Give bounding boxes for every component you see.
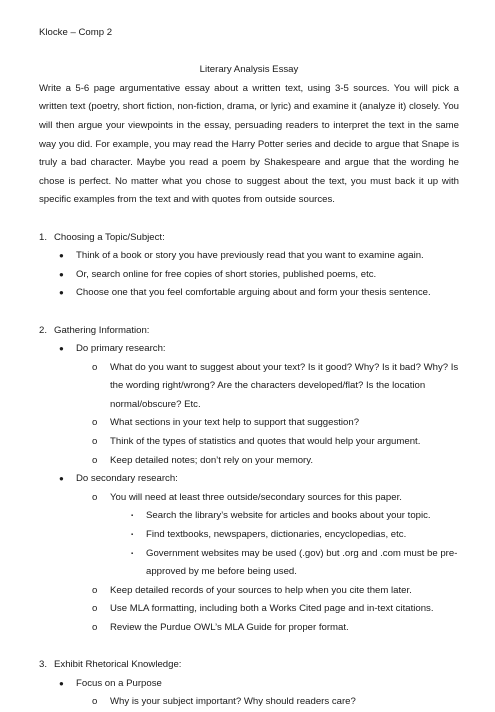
list-item: o Use MLA formatting, including both a Works Cited page and in-text citations. — [39, 600, 459, 619]
section-heading-text: Exhibit Rhetorical Knowledge: — [54, 659, 182, 671]
section-heading-text: Choosing a Topic/Subject: — [54, 231, 165, 243]
section-number: 2. — [39, 324, 48, 336]
list-item: o Review the Purdue OWL’s MLA Guide for proper format. — [39, 619, 459, 638]
document-page — [39, 24, 459, 712]
circle-marker: o — [92, 584, 98, 596]
list-item: o Keep detailed notes; don’t rely on your memory. — [39, 452, 459, 471]
circle-marker: o — [92, 361, 98, 373]
list-item: o Keep detailed records of your sources to help when you cite them later. — [39, 582, 459, 601]
list-item: ▪ Search the library’s website for articles and books about your topic. — [39, 507, 459, 526]
list-item: o Why is your subject important? Why should readers care? — [39, 693, 459, 712]
square-marker: ▪ — [131, 550, 134, 557]
bullet-marker: ● — [59, 474, 64, 484]
section-number: 1. — [39, 231, 48, 243]
list-item: ● Do secondary research: — [39, 470, 459, 489]
square-marker: ▪ — [131, 513, 134, 520]
list-item: ● Choose one that you feel comfortable arguing about and form your thesis sentence. — [39, 284, 459, 303]
bullet-marker: ● — [59, 251, 64, 261]
section-heading-rhetorical — [39, 656, 459, 675]
list-item: ● Or, search online for free copies of short stories, published poems, etc. — [39, 266, 459, 285]
bullet-marker: ● — [59, 288, 64, 298]
square-marker: ▪ — [131, 532, 134, 539]
section-heading-text: Gathering Information: — [54, 324, 150, 336]
section-heading-gathering — [39, 322, 459, 341]
circle-marker: o — [92, 454, 98, 466]
circle-marker: o — [92, 436, 98, 448]
list-item: ● Think of a book or story you have previously read that you want to examine again. — [39, 247, 459, 266]
section-heading-topic — [39, 229, 459, 248]
section-number: 3. — [39, 659, 48, 671]
list-item: ▪ Government websites may be used (.gov) but .org and .com must be pre-approved by me before being used. — [39, 545, 459, 582]
list-item: ● Do primary research: — [39, 340, 459, 359]
intro-paragraph: Write a 5-6 page argumentative essay about a written text, using 3-5 sources. You will pick a written text (poetry, short fiction, non-fiction, drama, or lyric) and examine it (analyze it) closely. You will then argue your viewpoints in the essay, persuading readers to interpret the text in the same way you did. For example, you may read the Harry Potter series and decide to argue that Snape is truly a bad character. Maybe you read a poem by Shakespeare and argue that the wording he chose is perfect. No matter what you chose to suggest about the text, you must back it up with specific examples from the text and with quotes from outside sources. — [39, 82, 459, 206]
bullet-marker: ● — [59, 678, 64, 688]
bullet-marker: ● — [59, 269, 64, 279]
bullet-marker: ● — [59, 344, 64, 354]
list-item: ▪ Find textbooks, newspapers, dictionaries, encyclopedias, etc. — [39, 526, 459, 545]
list-item: o You will need at least three outside/secondary sources for this paper. — [39, 489, 459, 508]
circle-marker: o — [92, 417, 98, 429]
circle-marker: o — [92, 491, 98, 503]
document-title: Literary Analysis Essay — [199, 64, 299, 76]
list-item: o Think of the types of statistics and quotes that would help your argument. — [39, 433, 459, 452]
document-header: Klocke – Comp 2 — [39, 27, 113, 38]
list-item: o What do you want to suggest about your text? Is it good? Why? Is it bad? Why? Is the wording right/wrong? Are the characters developed/flat? Is the location normal/obscure? Etc. — [39, 359, 459, 415]
list-item: o What sections in your text help to support that suggestion? — [39, 414, 459, 433]
circle-marker: o — [92, 622, 98, 633]
list-item: ● Focus on a Purpose — [39, 675, 459, 694]
circle-marker: o — [92, 603, 98, 615]
circle-marker: o — [92, 696, 98, 708]
